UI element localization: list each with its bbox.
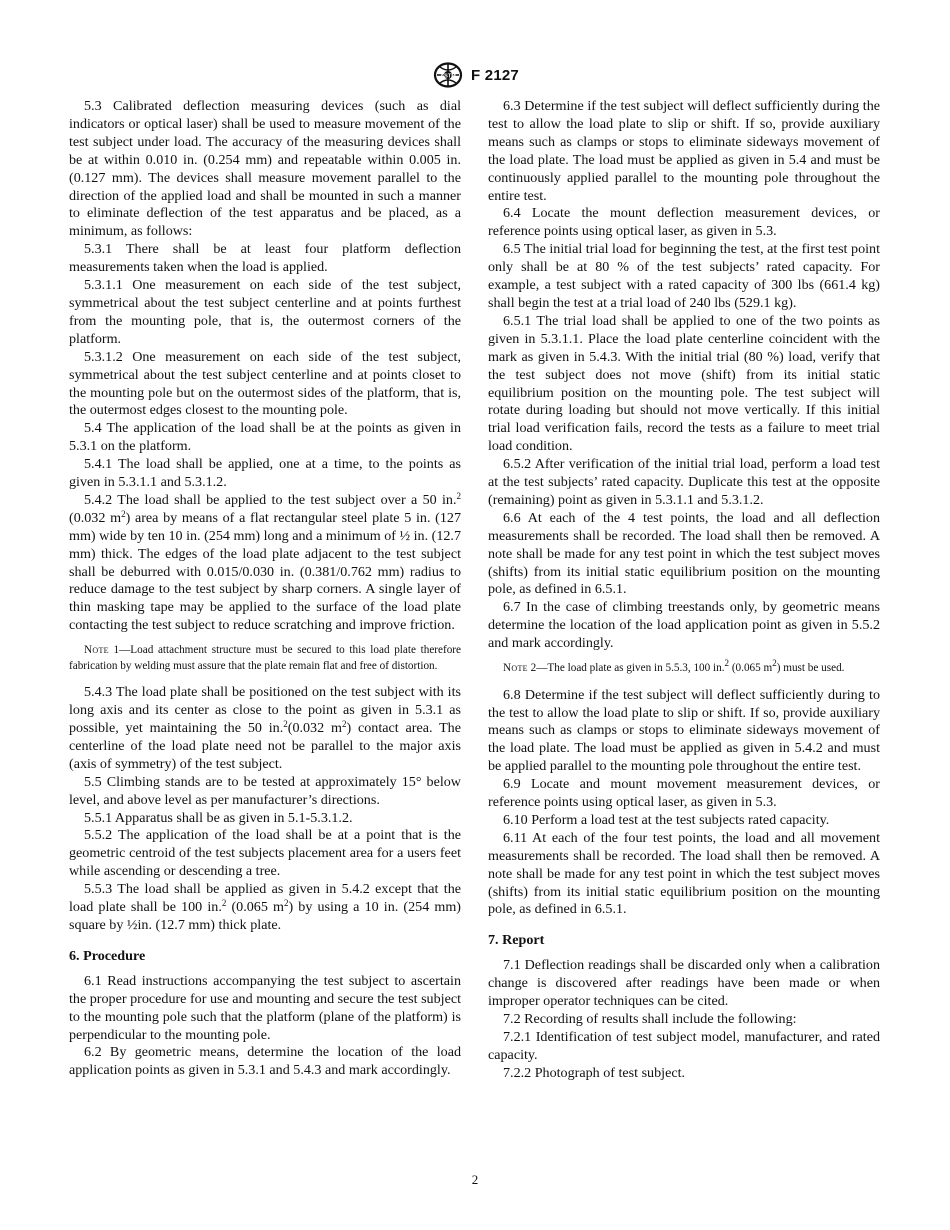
paragraph-7-2-2: 7.2.2 Photograph of test subject. [503,1064,686,1081]
section-6-heading: 6. Procedure [69,947,146,964]
left-column [69,98,461,1080]
svg-text:ASTM: ASTM [440,73,456,80]
paragraph-5-5: 5.5 Climbing stands are to be tested at approximately 15° below level, and above level as per manufacturer’s directions. [69,773,461,808]
paragraph-7-1: 7.1 Deflection readings shall be discarded only when a calibration change is discovered after readings have been made or when improper operator techniques can be cited. [488,957,880,1010]
right-column [488,98,880,1083]
paragraph-5-3-1-1: 5.3.1.1 One measurement on each side of the test subject, symmetrical about the test subject centerline and at points furthest from the mounting pole, that is, the outermost corners of the platform. [69,277,461,347]
note-2: Note 2—The load plate as given in 5.5.3, 100 in.$^2$ (0.065 $m^2$) must be used. [503,658,845,675]
paragraph-6-5: 6.5 The initial trial load for beginning the test, at the first test point only shall be at 80 % of the test subjects’ rated capacity. For example, a test subject with a rated capacity of 300 lbs (661.4 kg) shall begin the test at a trial load of 240 lbs (529.1 kg). [488,241,880,311]
paragraph-6-10: 6.10 Perform a load test at the test subjects rated capacity. [503,811,830,828]
document-designation: F 2127 [471,66,519,84]
paragraph-6-8: 6.8 Determine if the test subject will deflect sufficiently during to the test to allow the load plate to slip or shift. If so, provide auxiliary means such as clamps or stops to eliminate sideways movement of the load plate. The load must be applied as given in 5.4.2 and must be applied parallel to the mounting pole throughout the entire test. [488,686,880,775]
paragraph-6-9: 6.9 Locate and mount movement measurement devices, or reference points using optical laser, as given in 5.3. [488,776,880,811]
paragraph-5-4-3: 5.4.3 The load plate shall be positioned on the test subject with its long axis and its center as close to the point as given in 5.3.1 as possible, yet maintaining the 50 in.$^2$(0.032 $m^2$) contact area. The centerline of the load plate need not be parallel to the major axis (axis of symmetry) of the test subject. [69,684,461,772]
paragraph-6-6: 6.6 At each of the 4 test points, the load and all deflection measurements shall be recorded. The load shall then be removed. A note shall be made for any test point in which the test subject moves (shifts) from its initial static equilibrium position on the mounting pole, as defined in 6.5.1. [488,509,880,598]
paragraph-5-5-2: 5.5.2 The application of the load shall be at a point that is the geometric centroid of the test subjects placement area for a users feet while ascending or descending a tree. [69,827,461,880]
paragraph-6-2: 6.2 By geometric means, determine the location of the load application points as given in 5.3.1 and 5.4.3 and mark accordingly. [69,1044,461,1079]
page-header [0,62,950,88]
paragraph-6-3: 6.3 Determine if the test subject will deflect sufficiently during the test to allow the load plate to slip or shift. If so, provide auxiliary means such as clamps or stops to eliminate sideways movement of the load plate. The load must be applied as given in 5.4 and must be continuously applied parallel to the mounting pole throughout the entire test. [488,98,880,204]
paragraph-5-5-1: 5.5.1 Apparatus shall be as given in 5.1-5.3.1.2. [84,809,353,826]
paragraph-6-5-2: 6.5.2 After verification of the initial trial load, perform a load test at the test subjects’ rated capacity. Duplicate this test at the opposite (remaining) point as given in 5.3.1.1 and 5.3.1.2. [488,456,880,508]
note-1: Note 1—Load attachment structure must be secured to this load plate therefore fabrication by welding must assure that the plate remain flat and free of distortion. [69,644,461,672]
paragraph-5-4-1: 5.4.1 The load shall be applied, one at a time, to the points as given in 5.3.1.1 and 5.3.1.2. [69,456,461,491]
section-7-heading: 7. Report [488,932,545,949]
paragraph-5-4-2: 5.4.2 The load shall be applied to the test subject over a 50 in.$^2$ (0.032 $m^2$) area by means of a flat rectangular steel plate 5 in. (127 mm) wide by ten 10 in. (254 mm) long and a minimum of ½ in. (12.7 mm) thick. The edges of the load plate adjacent to the test subject shall be deburred with 0.015/0.030 in. (0.381/0.762 mm) radius to reduce damage to the test subject by sharp corners. A single layer of thin masking tape may be applied to the surface of the load plate contacting the test subject to reduce scratching and improve friction. [69,490,461,634]
paragraph-6-4: 6.4 Locate the mount deflection measurement devices, or reference points using optical laser, as given in 5.3. [488,205,880,240]
paragraph-6-7: 6.7 In the case of climbing treestands only, by geometric means determine the location of the load application point as given in 5.5.2 and mark accordingly. [488,599,880,652]
paragraph-5-3-1: 5.3.1 There shall be at least four platform deflection measurements taken when the load is applied. [69,241,461,276]
paragraph-5-5-3: 5.5.3 The load shall be applied as given in 5.4.2 except that the load plate shall be 100 in.$^2$ (0.065 $m^2$) by using a 10 in. (254 mm) square by ½in. (12.7 mm) thick plate. [69,881,461,933]
paragraph-6-5-1: 6.5.1 The trial load shall be applied to one of the two points as given in 5.3.1.1. Place the load plate centerline coincident with the mark as given in 5.4.3. With the initial trial (80 %) load, verify that the test subject does not move (shift) from its initial static equilibrium position on the mounting pole. The test subject will rotate during loading but should not move vertically. If this initial trial load verification fails, record the tests as a failure to meet trial load condition. [488,312,880,455]
paragraph-5-3-1-2: 5.3.1.2 One measurement on each side of the test subject, symmetrical about the test subject centerline and at points closet to the mounting pole but on the outermost sides of the platform, that is, the outermost edges closest to the mounting pole. [69,348,461,419]
astm-logo-icon [431,62,465,88]
paragraph-5-3: 5.3 Calibrated deflection measuring devices (such as dial indicators or optical laser) shall be used to measure movement of the test subject under load. The accuracy of the measuring devices shall be at within 0.010 in. (0.254 mm) and repeatable within 0.005 in. (0.127 mm). The devices shall measure movement parallel to the direction of the applied load and shall be mounted in such a manner to eliminate deflection of the test apparatus and be placed, as a minimum, as follows: [69,98,461,240]
page-number: 2 [471,1172,479,1187]
paragraph-7-2-1: 7.2.1 Identification of test subject model, manufacturer, and rated capacity. [488,1028,880,1063]
paragraph-7-2: 7.2 Recording of results shall include the following: [503,1011,797,1027]
paragraph-6-11: 6.11 At each of the four test points, the load and all movement measurements shall be recorded. The load shall then be removed. A note shall be made for any test point in which the test subject moves (shifts) from its initial static equilibrium position on the mounting pole, as defined in 6.5.1. [488,829,880,918]
paragraph-6-1: 6.1 Read instructions accompanying the test subject to ascertain the proper procedure for use and mounting and secure the test subject to the mounting pole such that the platform (plane of the platform) is perpendicular to the mounting pole. [69,972,461,1043]
paragraph-5-4: 5.4 The application of the load shall be at the points as given in 5.3.1 on the platform. [69,420,461,455]
